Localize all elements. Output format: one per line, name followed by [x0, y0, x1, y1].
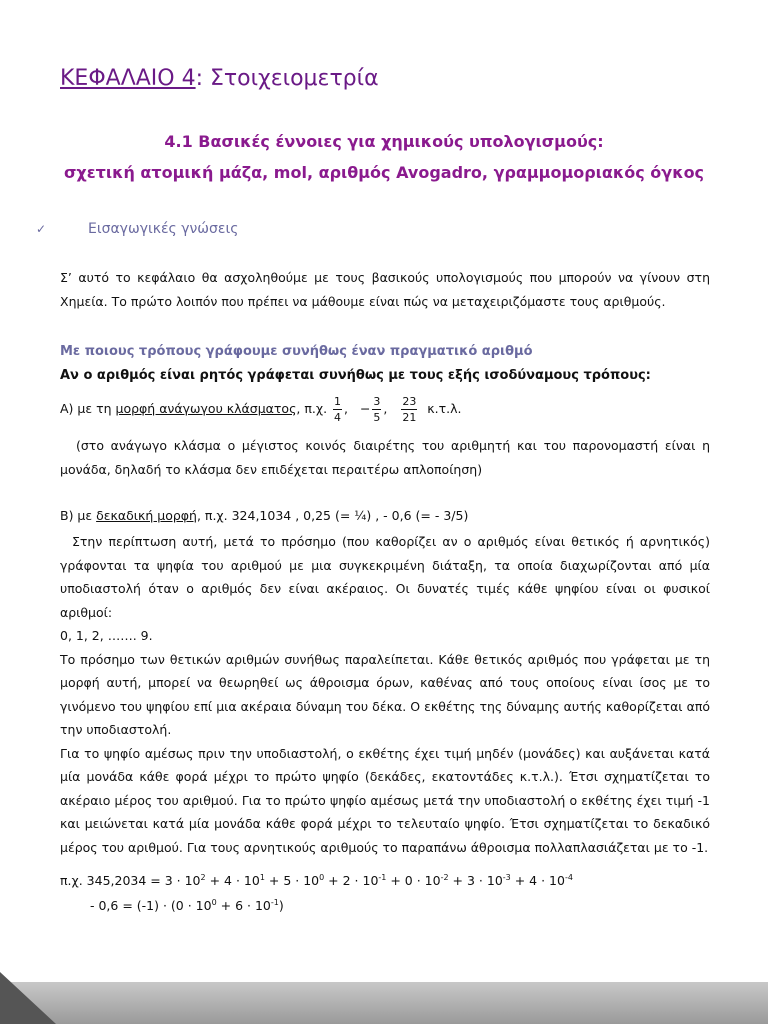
paragraph-line: γινόμενο του ψηφίου επί μια ακέραια δύναμη του δέκα. Ο εκθέτης της δύναμης αυτής καθορίζεται από [60, 698, 710, 714]
paragraph-line: Στην περίπτωση αυτή, μετά το πρόσημο (που καθορίζει αν ο αριθμός είναι θετικός ή αρνητικός) [72, 534, 710, 549]
item-b-after: , π.χ. 324,1034 , 0,25 (= ¼) , - 0,6 (= - 3/5) [196, 508, 469, 523]
paragraph-line: Σ’ αυτό το κεφάλαιο θα ασχοληθούμε με τους βασικούς υπολογισμούς που μπορούν να γίνουν στη [60, 270, 710, 285]
chapter-title [60, 66, 379, 91]
paragraph-line: Για το ψηφίο αμέσως πριν την υποδιαστολή, ο εκθέτης έχει τιμή μηδέν (μονάδες) και αυξάνεται κατά [60, 745, 710, 761]
chapter-number: ΚΕΦΑΛΑΙΟ 4 [60, 66, 196, 91]
paragraph-line: μορφή αυτή, μπορεί να θεωρηθεί ως άθροισμα όρων, καθένας από τους οποίους είναι ίσος με το [60, 675, 710, 690]
decimal-explanation [60, 530, 710, 859]
item-a: Α) με τη μορφή ανάγωγου κλάσματος, π.χ. $\frac{1}{4}$ , − $\frac{3}{5}$ , $\frac{23}{21}$ κ.τ.λ. [60, 395, 462, 424]
decimal-form-link: δεκαδική μορφή [96, 508, 197, 523]
fraction-example: $\frac{3}{5}$ [373, 395, 381, 424]
subheading: Με ποιους τρόπους γράφουμε συνήθως έναν πραγματικό αριθμό [60, 344, 533, 359]
example-2: - $0,6 = (-1) \cdot (0 \cdot 10^0 + 6 \cdot 10^{-1})$ [90, 897, 284, 913]
note-line: μονάδα, δηλαδή το κλάσμα δεν επιδέχεται περαιτέρω απλοποίηση) [60, 461, 483, 477]
fraction-example: $\frac{1}{4}$ [334, 395, 342, 424]
example-1: π.χ. $345,2034 = 3 \cdot 10^2 + 4 \cdot 10^1 + 5 \cdot 10^0 + 2 \cdot 10^{-1} + 0 \cdot 10^{-2} + 3 \cdot 10^{-3} + 4 \cdot 10^{-4}$ [60, 872, 573, 888]
paragraph-line: την υποδιαστολή. [60, 722, 172, 737]
footer-bar [0, 982, 768, 1024]
paragraph-line: ακέραιο μέρος του αριθμού. Για το πρώτο ψηφίο αμέσως μετά την υποδιαστολή ο εκθέτης έχει τιμή -1 [60, 792, 710, 808]
item-a-note [60, 434, 710, 481]
paragraph-line: 0, 1, 2, ……. 9. [60, 628, 153, 643]
item-b-prefix: Β) με [60, 508, 97, 523]
item-a-prefix: Α) με τη [60, 401, 116, 416]
etc-text: κ.τ.λ. [427, 401, 462, 416]
intro-paragraph [60, 266, 710, 313]
irreducible-fraction-link: μορφή ανάγωγου κλάσματος [115, 401, 297, 416]
section-title-line1: 4.1 Βασικές έννοιες για χημικούς υπολογισμούς: [164, 132, 604, 151]
intro-heading [36, 221, 239, 237]
paragraph-line: υποδιαστολή όταν ο αριθμός δεν είναι ακέραιος. Οι δυνατές τιμές κάθε ψηφίου είναι οι φυσικοί αριθμοί: [60, 581, 710, 620]
paragraph-line: Το πρόσημο των θετικών αριθμών συνήθως παραλείπεται. Κάθε θετικός αριθμός που γράφεται με τη [60, 651, 710, 667]
paragraph-line: και μειώνεται κατά μία μονάδα κάθε φορά μέχρι το τελευταίο ψηφίο. Έτσι σχηματίζεται το δεκαδικό [60, 816, 710, 831]
note-line: (στο ανάγωγο κλάσμα ο μέγιστος κοινός διαιρέτης του αριθμητή και του παρονομαστή είναι η [76, 438, 710, 453]
example-lead: π.χ. 345,2034 = [60, 873, 165, 888]
checkmark-bullet-icon: ✓ [36, 222, 47, 236]
section-title-line2: σχετική ατομική μάζα, mol, αριθμός Avogadro, γραμμομοριακός όγκος [63, 163, 705, 182]
paragraph-line: μέρος του αριθμού. Για τους αρνητικούς αριθμούς το παραπάνω άθροισμα πολλαπλασιάζεται με το -1. [60, 839, 709, 855]
intro-heading-text: Εισαγωγικές γνώσεις [88, 221, 239, 237]
paragraph-line: μία μονάδα κάθε φορά μέχρι το πρώτο ψηφίο (δεκάδες, εκατοντάδες κ.τ.λ.). Έτσι σχηματίζεται το [60, 769, 710, 784]
bold-statement: Αν ο αριθμός είναι ρητός γράφεται συνήθως με τους εξής ισοδύναμους τρόπους: [60, 368, 651, 383]
item-b [60, 508, 468, 523]
item-a-after: , π.χ. [296, 401, 328, 416]
paragraph-line: γράφονται τα ψηφία του αριθμού με μια συγκεκριμένη διάταξη, τα οποία διαχωρίζονται από μία [60, 557, 710, 573]
footer-corner-triangle [0, 972, 56, 1024]
chapter-name: : Στοιχειομετρία [195, 66, 379, 91]
fraction-example: $\frac{23}{21}$ [402, 395, 417, 424]
paragraph-line: Χημεία. Το πρώτο λοιπόν που πρέπει να μάθουμε είναι πώς να μεταχειριζόμαστε τους αριθμούς. [60, 293, 666, 309]
